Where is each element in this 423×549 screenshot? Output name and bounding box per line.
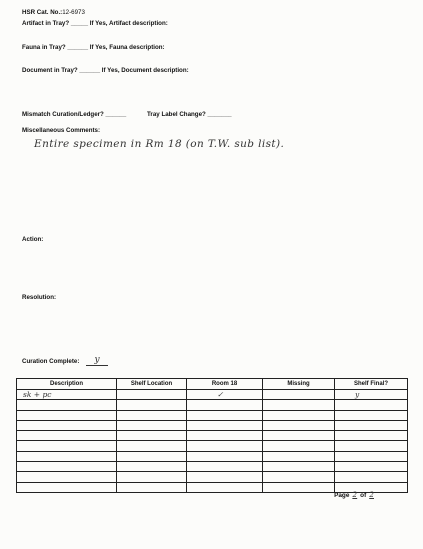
table-cell [117, 462, 187, 472]
table-cell [335, 462, 408, 472]
table-row [17, 462, 408, 472]
table-row [17, 400, 408, 410]
column-header-missing: Missing [263, 379, 335, 390]
table-cell [17, 410, 117, 420]
table-cell [335, 431, 408, 441]
resolution-label: Resolution: [22, 294, 57, 301]
table-cell [117, 451, 187, 461]
document-field: Document in Tray? ______ If Yes, Document description: [22, 67, 189, 74]
column-header-description: Description [17, 379, 117, 390]
table-row [17, 390, 408, 400]
column-header-room-18: Room 18 [187, 379, 263, 390]
table-cell [17, 400, 117, 410]
catalog-number [22, 9, 85, 16]
misc-comments-handwritten: Entire specimen in Rm 18 (on T.W. sub list). [34, 138, 285, 150]
table-cell [335, 420, 408, 430]
table-cell [335, 472, 408, 482]
of-label: of [360, 492, 367, 499]
cell-text: y [355, 390, 360, 400]
page-value: 2 [352, 490, 358, 499]
table-cell [263, 472, 335, 482]
page-number [334, 490, 377, 499]
table-cell [117, 400, 187, 410]
table-cell [263, 400, 335, 410]
table-cell [117, 431, 187, 441]
table-cell [187, 420, 263, 430]
table-cell [335, 390, 408, 400]
fauna-field: Fauna in Tray? ______ If Yes, Fauna description: [22, 44, 165, 51]
table-cell [17, 431, 117, 441]
table-cell [187, 400, 263, 410]
table-cell [17, 441, 117, 451]
table-cell [263, 482, 335, 492]
table-row [17, 410, 408, 420]
misc-comments-label: Miscellaneous Comments: [22, 127, 101, 134]
table-cell [17, 472, 117, 482]
table-cell [17, 482, 117, 492]
table-cell [187, 390, 263, 400]
table-cell [335, 441, 408, 451]
catalog-label: HSR Cat. No.: [22, 9, 63, 16]
curation-complete-value: y [86, 355, 108, 366]
table-cell [117, 472, 187, 482]
table-row [17, 441, 408, 451]
table-cell [117, 482, 187, 492]
table-row [17, 431, 408, 441]
table-cell [263, 410, 335, 420]
catalog-value: 12-6973 [62, 9, 85, 16]
table-cell [263, 420, 335, 430]
table-cell [17, 390, 117, 400]
table-row [17, 451, 408, 461]
column-header-shelf-final: Shelf Final? [335, 379, 408, 390]
table-cell [187, 462, 263, 472]
artifact-field: Artifact in Tray? _____ If Yes, Artifact description: [22, 20, 168, 27]
tray-label-field: Tray Label Change? _______ [147, 111, 232, 118]
table-cell [335, 410, 408, 420]
mismatch-field: Mismatch Curation/Ledger? ______ [22, 111, 127, 118]
cell-text: ✓ [217, 390, 224, 400]
table-cell [117, 390, 187, 400]
table-row [17, 472, 408, 482]
table-cell [187, 410, 263, 420]
table-cell [187, 441, 263, 451]
table-cell [187, 472, 263, 482]
tray-contents-table [16, 378, 408, 493]
table-cell [263, 462, 335, 472]
table-cell [117, 410, 187, 420]
table-cell [187, 482, 263, 492]
table-cell [263, 451, 335, 461]
page-total: 2 [369, 490, 374, 499]
table-cell [263, 431, 335, 441]
action-label: Action: [22, 236, 44, 243]
table-cell [17, 462, 117, 472]
table-cell [187, 451, 263, 461]
table-cell [263, 441, 335, 451]
table-cell [187, 431, 263, 441]
table-row [17, 420, 408, 430]
curation-complete-label: Curation Complete: [22, 358, 80, 365]
table-cell [17, 451, 117, 461]
table-cell [117, 420, 187, 430]
table-cell [335, 451, 408, 461]
table-cell [117, 441, 187, 451]
cell-text: sk + pc [23, 390, 52, 400]
column-header-shelf-location: Shelf Location [117, 379, 187, 390]
table-cell [17, 420, 117, 430]
page-label: Page [334, 492, 350, 499]
table-header-row [17, 379, 408, 390]
table-cell [335, 400, 408, 410]
table-cell [263, 390, 335, 400]
